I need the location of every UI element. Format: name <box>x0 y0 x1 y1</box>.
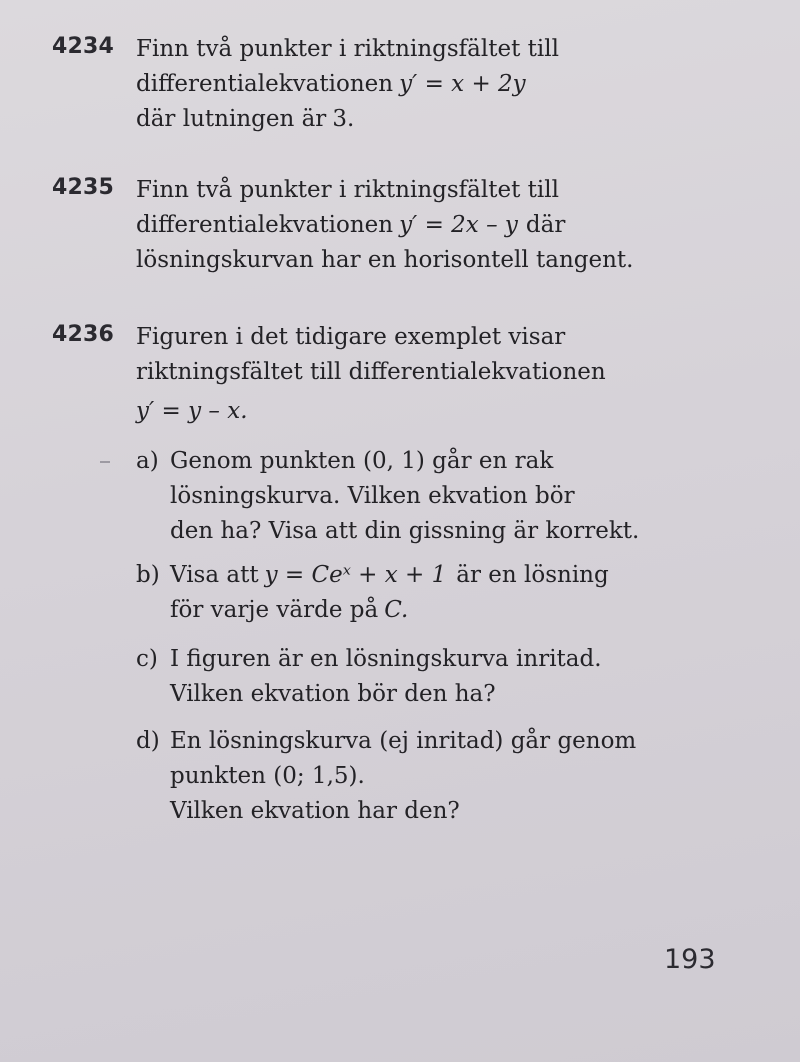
text-line: lösningskurvan har en horisontell tangent. <box>136 247 634 273</box>
text-line: Figuren i det tidigare exemplet visar <box>136 324 566 350</box>
text-line <box>136 394 776 429</box>
subproblem-text: Genom punkten (0, 1) går en rak lösningskurva. Vilken ekvation bör den ha? Visa att din gissning är korrekt. <box>170 448 640 544</box>
problem-text <box>136 320 776 429</box>
problem-number: 4236 <box>52 322 115 347</box>
margin-dash <box>100 461 110 463</box>
subproblem-label: b) <box>136 562 160 588</box>
math-expression: y = Ceˣ + x + 1 <box>264 562 447 588</box>
subproblem-label: c) <box>136 646 158 672</box>
problem-text <box>136 173 776 278</box>
text-line: Finn två punkter i riktningsfältet till <box>136 36 559 62</box>
text-line: där lutningen är 3. <box>136 102 776 137</box>
text-line: Finn två punkter i riktningsfältet till <box>136 177 559 203</box>
subproblem-text: Visa att y = Ceˣ + x + 1 är en lösning för varje värde på C. <box>170 562 609 623</box>
math-expression: C. <box>384 597 409 623</box>
math-expression: y′ = y – x. <box>136 398 248 424</box>
text-line: differentialekvationen y′ = 2x – y där <box>136 212 566 238</box>
math-number: 3. <box>332 106 355 132</box>
math-expression: y′ = 2x – y <box>399 212 518 238</box>
text-line: riktningsfältet till differentialekvationen <box>136 359 606 385</box>
text-line: differentialekvationen y′ = x + 2y <box>136 67 776 102</box>
problem-number: 4234 <box>52 34 115 59</box>
problem-number: 4235 <box>52 175 115 200</box>
subproblem-label: a) <box>136 448 159 474</box>
math-expression: y′ = x + 2y <box>399 71 526 97</box>
subproblem-text: En lösningskurva (ej inritad) går genom punkten (0; 1,5). Vilken ekvation har den? <box>170 728 637 824</box>
subproblem-text: I figuren är en lösningskurva inritad. Vilken ekvation bör den ha? <box>170 646 602 707</box>
subproblem-label: d) <box>136 728 160 754</box>
page-number: 193 <box>664 944 716 975</box>
problem-text <box>136 32 776 137</box>
